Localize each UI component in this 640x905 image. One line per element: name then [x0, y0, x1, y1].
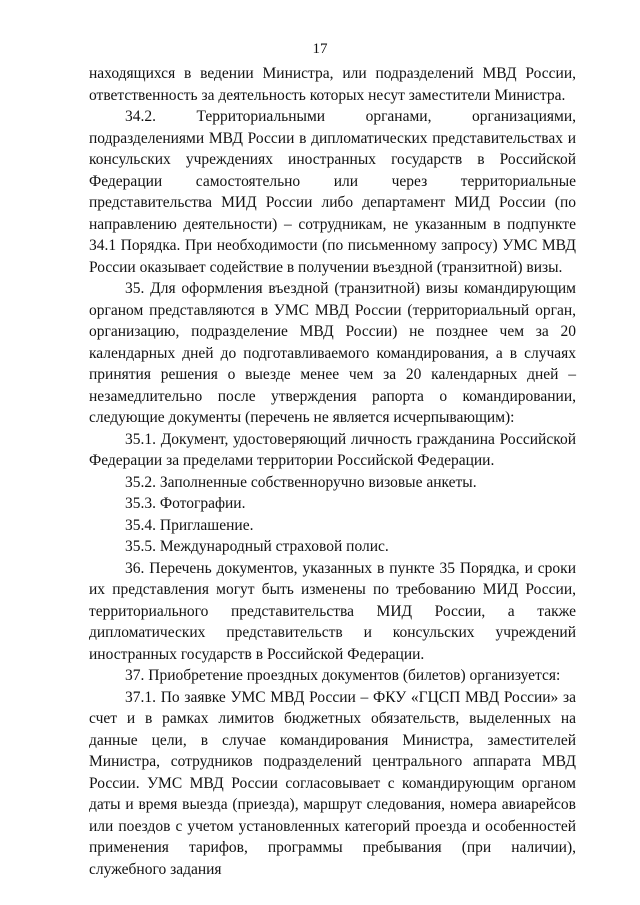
- paragraph-35: 35. Для оформления въездной (транзитной) визы командирующим органом представляются в УМС МВД России (территориальный орган, организацию, подразделение МВД России) не позднее чем за 20 календарных дней до подготавливаемого командирования, а в случаях принятия решения о выезде менее чем за 20 календарных дней – незамедлительно после утверждения рапорта о командировании, следующие документы (перечень не является исчерпывающим):: [89, 280, 576, 426]
- document-body: [89, 63, 576, 880]
- paragraph-37: 37. Приобретение проездных документов (билетов) организуется:: [125, 667, 561, 684]
- paragraph-35-5: 35.5. Международный страховой полис.: [125, 538, 389, 555]
- paragraph-35-3: 35.3. Фотографии.: [125, 495, 246, 512]
- paragraph-35-2: 35.2. Заполненные собственноручно визовые анкеты.: [125, 473, 477, 491]
- paragraph-35-4: 35.4. Приглашение.: [125, 516, 254, 534]
- paragraph-35-1: 35.1. Документ, удостоверяющий личность гражданина Российской Федерации за пределами территории Российской Федерации.: [89, 430, 576, 469]
- paragraph-continuation: находящихся в ведении Министра, или подразделений МВД России, ответственность за деятельность которых несут заместители Министра.: [89, 65, 576, 104]
- paragraph-37-1: 37.1. По заявке УМС МВД России – ФКУ «ГЦСП МВД России» за счет и в рамках лимитов бюджетных обязательств, выделенных на данные цели, в случае командирования Министра, заместителей Министра, сотрудников подразделений центрального аппарата МВД России. УМС МВД России согласовывает с командирующим органом даты и время выезда (приезда), маршрут следования, номера авиарейсов или поездов с учетом установленных категорий проезда и особенностей применения тарифов, программы пребывания (при наличии), служебного задания: [89, 688, 576, 878]
- page-number: 17: [312, 41, 328, 57]
- paragraph-34-2: 34.2. Территориальными органами, организациями, подразделениями МВД России в дипломатических представительствах и консульских учреждениях иностранных государств в Российской Федерации самостоятельно или через территориальные представительства МИД России либо департамент МИД России (по направлению деятельности) – сотрудникам, не указанным в подпункте 34.1 Порядка. При необходимости (по письменному запросу) УМС МВД России оказывает содействие в получении въездной (транзитной) визы.: [89, 108, 576, 276]
- paragraph-36: 36. Перечень документов, указанных в пункте 35 Порядка, и сроки их представления могут быть изменены по требованию МИД России, территориального представительства МИД России, а также дипломатических представительств и консульских учреждений иностранных государств в Российской Федерации.: [89, 559, 576, 663]
